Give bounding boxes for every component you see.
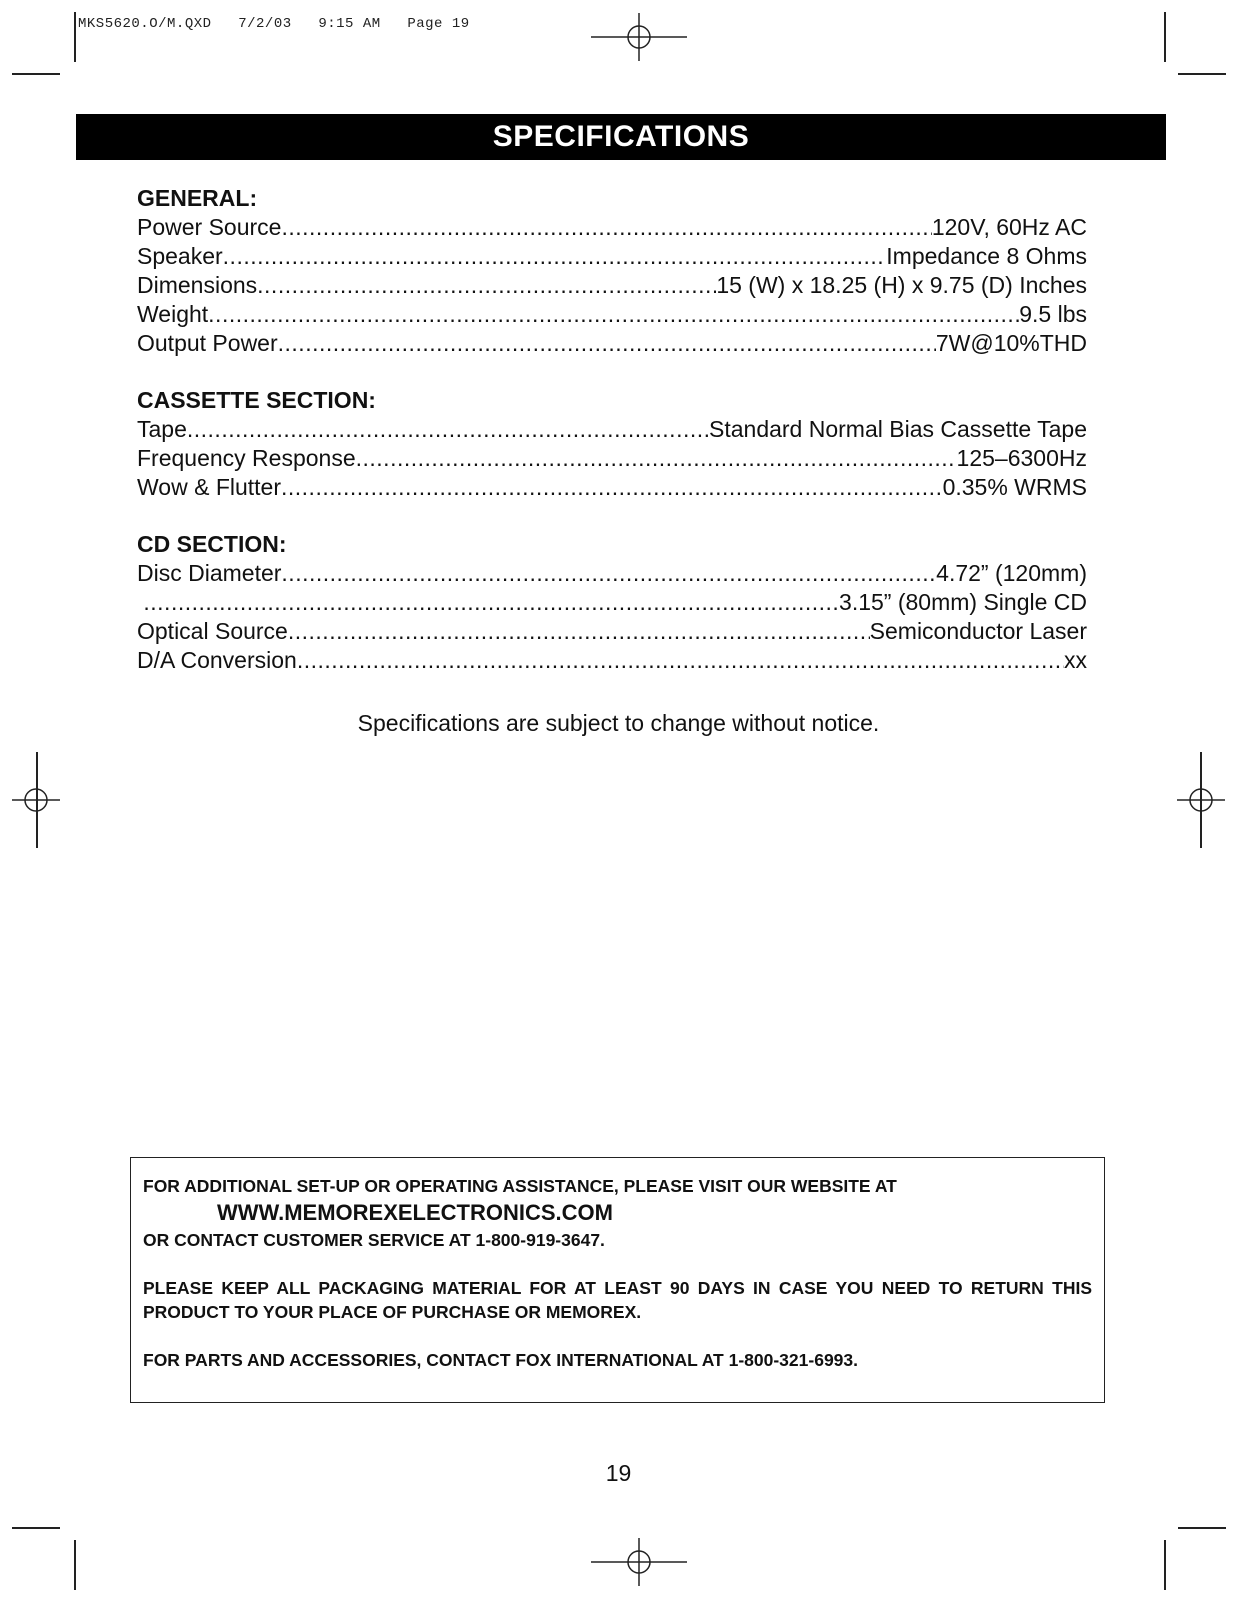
section-title-cd: CD SECTION: [137,531,287,557]
crop-mark [1164,12,1166,62]
leader-dots [257,271,716,300]
section-title-general: GENERAL: [137,185,258,211]
leader-dots [187,415,709,444]
spec-value: 3.15” (80mm) Single CD [839,589,1087,615]
page-number: 19 [605,1460,632,1486]
spec-row [137,242,1087,271]
spec-label: Speaker [137,243,223,269]
leader-dots [297,646,1064,675]
spec-value: 15 (W) x 18.25 (H) x 9.75 (D) Inches [716,272,1087,298]
spec-value: 120V, 60Hz AC [931,214,1087,240]
crop-mark [74,12,76,62]
print-slug: MKS5620.O/M.QXD 7/2/03 9:15 AM Page 19 [78,16,470,32]
spec-row [137,588,1087,617]
spec-label: Power Source [137,214,282,240]
crop-mark [74,1540,76,1590]
spec-row [137,444,1087,473]
registration-mark-top [591,13,687,61]
spec-label: Weight [137,301,209,327]
spec-label: Wow & Flutter [137,474,281,500]
leader-dots [288,617,870,646]
leader-dots [281,559,936,588]
spec-label: Disc Diameter [137,560,282,586]
website-link[interactable]: WWW.MEMOREXELECTRONICS.COM [217,1200,613,1225]
spec-row [137,329,1087,358]
parts-contact: FOR PARTS AND ACCESSORIES, CONTACT FOX INTERNATIONAL AT 1-800-321-6993. [143,1350,859,1370]
leader-dots [281,213,931,242]
section-title-cassette: CASSETTE SECTION: [137,387,376,413]
change-notice: Specifications are subject to change without notice. [357,710,880,736]
customer-service-line: OR CONTACT CUSTOMER SERVICE AT 1-800-919-3647. [143,1230,605,1250]
crop-mark [1178,1527,1226,1529]
spec-row [137,559,1087,588]
spec-label: Optical Source [137,618,288,644]
spec-row [137,473,1087,502]
leader-dots [281,473,943,502]
assistance-box [130,1157,1105,1403]
leader-dots [223,242,887,271]
spec-value: 0.35% WRMS [942,474,1087,500]
spec-label: Dimensions [137,272,258,298]
assistance-line: FOR ADDITIONAL SET-UP OR OPERATING ASSISTANCE, PLEASE VISIT OUR WEBSITE AT [143,1176,897,1196]
page-title: SPECIFICATIONS [76,114,1166,160]
spec-row [137,646,1087,675]
spec-row [137,213,1087,242]
spec-row [137,300,1087,329]
spec-row [137,617,1087,646]
spec-label: Frequency Response [137,445,356,471]
leader-dots [208,300,1019,329]
spec-value: 7W@10%THD [935,330,1087,356]
spec-row [137,271,1087,300]
registration-mark-right [1177,776,1225,824]
leader-dots [356,444,957,473]
spec-value: 9.5 lbs [1019,301,1087,327]
spec-value: Impedance 8 Ohms [886,243,1087,269]
spec-label: D/A Conversion [137,647,297,673]
leader-dots [278,329,936,358]
spec-row [137,415,1087,444]
packaging-notice: PLEASE KEEP ALL PACKAGING MATERIAL FOR AT LEAST 90 DAYS IN CASE YOU NEED TO RETURN THIS PRODUCT TO YOUR PLACE OF PURCHASE OR MEMOREX. [143,1278,1092,1322]
spec-value: xx [1064,647,1087,673]
specifications-list [137,184,1087,675]
spec-label: Tape [137,416,187,442]
leader-dots [143,588,839,617]
crop-mark [1164,1540,1166,1590]
spec-value: Standard Normal Bias Cassette Tape [709,416,1087,442]
spec-value: Semiconductor Laser [869,618,1087,644]
crop-mark [1178,73,1226,75]
registration-mark-left [12,776,60,824]
registration-mark-bottom [591,1538,687,1586]
spec-value: 4.72” (120mm) [936,560,1087,586]
spec-value: 125–6300Hz [956,445,1087,471]
crop-mark [12,1527,60,1529]
spec-label: Output Power [137,330,278,356]
crop-mark [12,73,60,75]
